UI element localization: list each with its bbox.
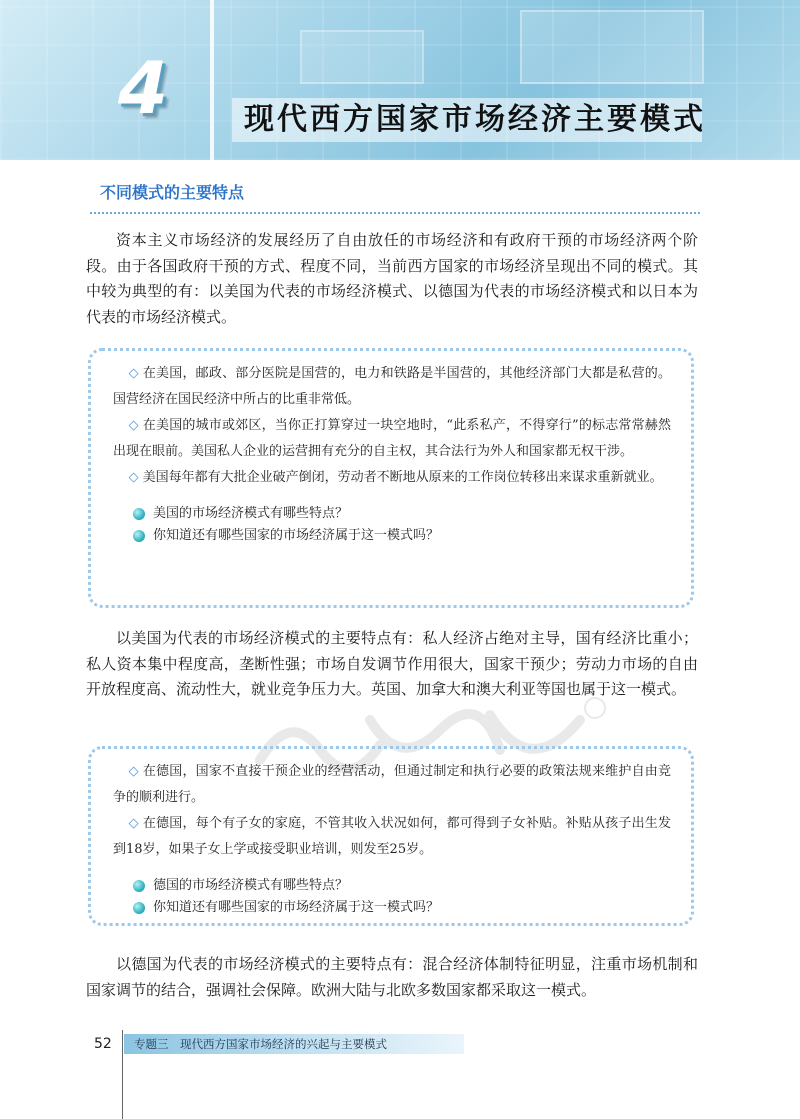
germany-fact-2: ◇ 在德国，每个有子女的家庭，不管其收入状况如何，都可得到子女补贴。补贴从孩子出生发到18岁，如果子女上学或接受职业培训，则发至25岁。 xyxy=(113,816,671,857)
diamond-bullet-icon: ◇ xyxy=(128,764,139,779)
section-heading: 不同模式的主要特点 xyxy=(100,183,245,202)
diamond-bullet-icon: ◇ xyxy=(128,470,139,485)
usa-question-1: 美国的市场经济模式有哪些特点？ xyxy=(133,503,671,525)
usa-model-paragraph: 以美国为代表的市场经济模式的主要特点有：私人经济占绝对主导，国有经济比重小；私人资本集中程度高，垄断性强；市场自发调节作用很大，国家干预少；劳动力市场的自由开放程度高、流动性大，就业竞争压力大。英国、加拿大和澳大利亚等国也属于这一模式。 xyxy=(86,629,698,698)
intro-paragraph: 资本主义市场经济的发展经历了自由放任的市场经济和有政府干预的市场经济两个阶段。由于各国政府干预的方式、程度不同，当前西方国家的市场经济呈现出不同的模式。其中较为典型的有：以美国为代表的市场经济模式、以德国为代表的市场经济模式和以日本为代表的市场经济模式。 xyxy=(86,231,698,326)
germany-question-2: 你知道还有哪些国家的市场经济属于这一模式吗？ xyxy=(133,897,671,919)
section-divider xyxy=(90,212,700,214)
chapter-number: 4 xyxy=(118,46,169,130)
question-bullet-icon xyxy=(133,880,145,892)
usa-fact-3: ◇ 美国每年都有大批企业破产倒闭，劳动者不断地从原来的工作岗位转移出来谋求重新就业。 xyxy=(128,470,663,485)
banner-decoration xyxy=(520,10,704,84)
germany-fact-1: ◇ 在德国，国家不直接干预企业的经营活动，但通过制定和执行必要的政策法规来维护自由竞争的顺利进行。 xyxy=(113,764,671,805)
chapter-title: 现代西方国家市场经济主要模式 xyxy=(232,98,702,142)
usa-fact-2: ◇ 在美国的城市或郊区，当你正打算穿过一块空地时，“此系私产，不得穿行”的标志常常赫然出现在眼前。美国私人企业的运营拥有充分的自主权，其合法行为外人和国家都无权干涉。 xyxy=(113,418,672,459)
question-bullet-icon xyxy=(133,902,145,914)
banner-divider xyxy=(210,0,214,160)
germany-model-paragraph: 以德国为代表的市场经济模式的主要特点有：混合经济体制特征明显，注重市场机制和国家调节的结合，强调社会保障。欧洲大陆与北欧多数国家都采取这一模式。 xyxy=(86,955,698,999)
usa-info-box xyxy=(88,348,694,608)
question-bullet-icon xyxy=(133,508,145,520)
usa-fact-1: ◇ 在美国，邮政、部分医院是国营的，电力和铁路是半国营的，其他经济部门大都是私营的。国营经济在国民经济中所占的比重非常低。 xyxy=(113,366,671,407)
question-bullet-icon xyxy=(133,530,145,542)
footer-divider xyxy=(122,1030,123,1119)
banner-decoration xyxy=(300,30,424,84)
usa-question-2: 你知道还有哪些国家的市场经济属于这一模式吗？ xyxy=(133,525,671,547)
diamond-bullet-icon: ◇ xyxy=(128,816,139,831)
chapter-banner xyxy=(0,0,800,160)
diamond-bullet-icon: ◇ xyxy=(128,418,139,433)
page-number: 52 xyxy=(94,1036,112,1052)
germany-question-1: 德国的市场经济模式有哪些特点？ xyxy=(133,875,671,897)
germany-info-box xyxy=(88,746,694,926)
running-title: 专题三 现代西方国家市场经济的兴起与主要模式 xyxy=(134,1037,387,1051)
diamond-bullet-icon: ◇ xyxy=(128,366,139,381)
